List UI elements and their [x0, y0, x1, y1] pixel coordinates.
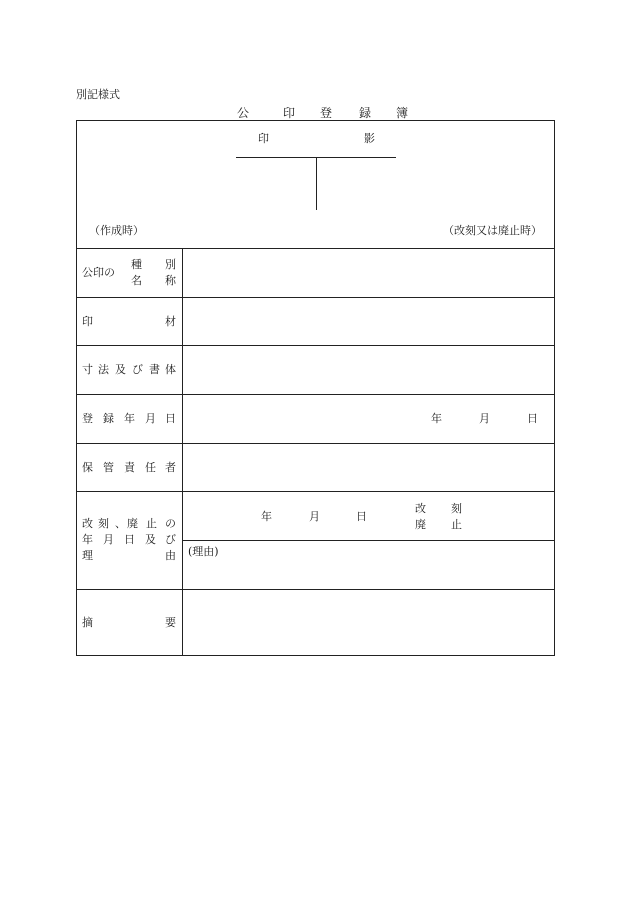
material-char: 印: [82, 315, 93, 328]
alteration-label-char: 年: [82, 533, 93, 546]
alteration-label-char: 由: [165, 549, 176, 562]
registration-date-char: 日: [165, 412, 176, 425]
alteration-label-char: 日: [124, 533, 135, 546]
alteration-label-char: 刻: [98, 517, 109, 530]
impression-altered-label: （改刻又は廃止時）: [443, 224, 542, 237]
form-label: 別記様式: [76, 88, 120, 101]
alteration-label-char: の: [165, 517, 176, 530]
alteration-date-char: 年: [261, 510, 272, 523]
row-divider: [76, 248, 555, 249]
alteration-date-char: 日: [356, 510, 367, 523]
title-char: 録: [359, 106, 372, 120]
size-font-char: 及: [115, 363, 126, 376]
title-char: 公: [237, 106, 250, 120]
size-font-char: び: [132, 363, 143, 376]
size-font-char: 寸: [82, 363, 93, 376]
title-char: 簿: [396, 106, 409, 120]
size-font-char: 書: [149, 363, 160, 376]
remarks-char: 摘: [82, 616, 93, 629]
alteration-label-char: 止: [146, 517, 157, 530]
row-divider: [76, 589, 555, 590]
alteration-label-char: 理: [82, 549, 93, 562]
type-name-prefix: 公印の: [82, 266, 115, 279]
page-title: [237, 104, 408, 121]
registration-date-value-char: 年: [431, 412, 442, 425]
alteration-kind-char: 止: [451, 518, 462, 531]
impression-center-rule: [316, 157, 317, 210]
column-divider: [182, 248, 183, 656]
custodian-char: 責: [124, 461, 135, 474]
size-font-char: 体: [165, 363, 176, 376]
alteration-label-char: 廃: [127, 517, 138, 530]
row-divider: [76, 345, 555, 346]
type-name-char: 別: [165, 258, 176, 271]
row-divider: [76, 394, 555, 395]
custodian-char: 任: [145, 461, 156, 474]
title-char: 登: [320, 106, 333, 120]
material-char: 材: [165, 315, 176, 328]
size-font-char: 法: [98, 363, 109, 376]
impression-label-right: 影: [364, 132, 375, 145]
alteration-reason-label: (理由): [188, 545, 219, 558]
type-name-char: 名: [131, 274, 142, 287]
row-divider: [76, 297, 555, 298]
registration-date-char: 年: [124, 412, 135, 425]
alteration-kind-char: 廃: [415, 518, 426, 531]
alteration-label-char: 、: [115, 517, 126, 530]
type-name-char: 称: [165, 274, 176, 287]
impression-created-label: （作成時）: [89, 224, 144, 237]
registration-date-char: 録: [103, 412, 114, 425]
custodian-char: 管: [103, 461, 114, 474]
row-divider: [182, 540, 555, 541]
alteration-label-char: 月: [103, 533, 114, 546]
alteration-kind-char: 改: [415, 502, 426, 515]
row-divider: [76, 491, 555, 492]
type-name-char: 種: [131, 258, 142, 271]
alteration-kind-char: 刻: [451, 502, 462, 515]
alteration-label-char: 改: [82, 517, 93, 530]
row-divider: [76, 443, 555, 444]
registration-date-value-char: 月: [479, 412, 490, 425]
registration-date-char: 登: [82, 412, 93, 425]
custodian-char: 保: [82, 461, 93, 474]
impression-label-left: 印: [258, 132, 269, 145]
registration-date-value-char: 日: [527, 412, 538, 425]
alteration-label-char: び: [165, 533, 176, 546]
remarks-char: 要: [165, 616, 176, 629]
custodian-char: 者: [165, 461, 176, 474]
title-char: 印: [283, 106, 296, 120]
alteration-label-char: 及: [145, 533, 156, 546]
alteration-date-char: 月: [309, 510, 320, 523]
registration-date-char: 月: [145, 412, 156, 425]
